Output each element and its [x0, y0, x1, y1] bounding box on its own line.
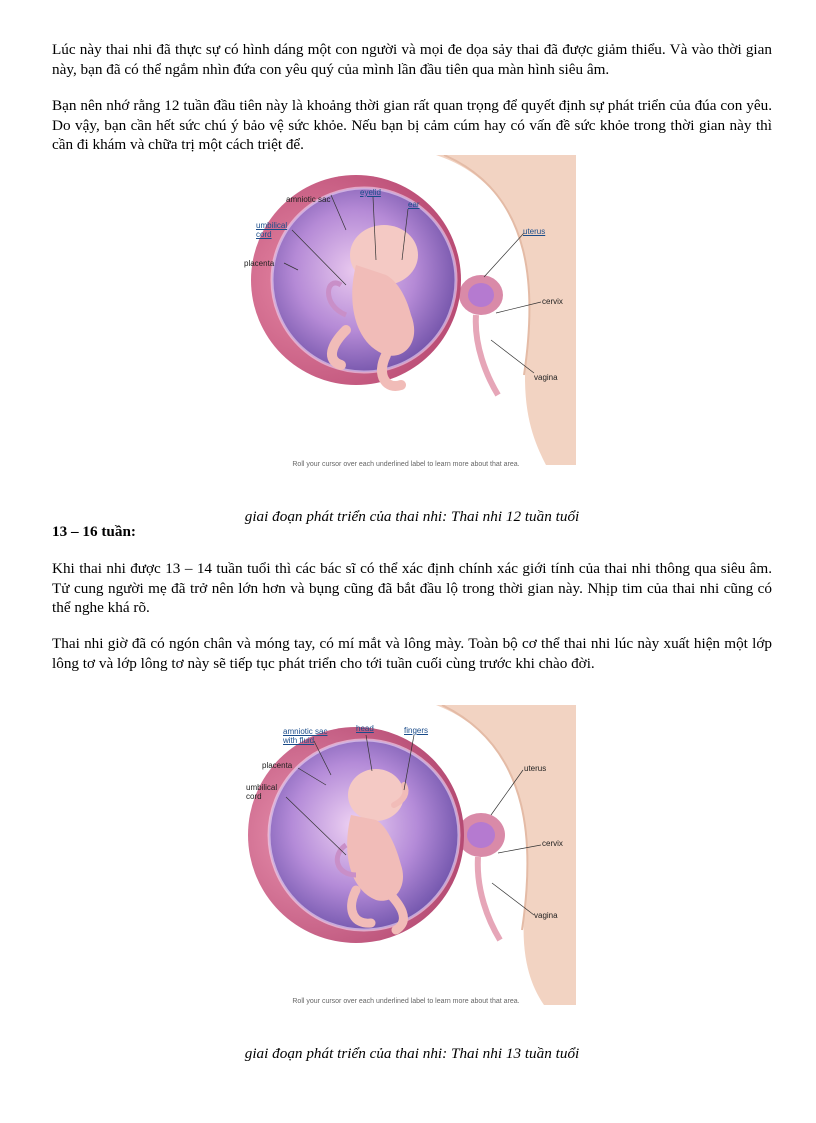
- label-vagina: vagina: [534, 911, 558, 920]
- paragraph-1: Lúc này thai nhi đã thực sự có hình dáng một con người và mọi đe dọa sảy thai đã được giảm thiểu. Và vào thời gian này, bạn đã có thể ngắm nhìn đứa con yêu quý của mình lần đầu tiên qua màn hình siêu âm.: [52, 41, 772, 78]
- label-uterus: uterus: [524, 764, 547, 773]
- label-uterus[interactable]: uterus: [523, 227, 546, 236]
- fetus-13-weeks-illustration: [236, 705, 576, 1005]
- label-placenta: placenta: [244, 259, 275, 268]
- paragraph-4: Thai nhi giờ đã có ngón chân và móng tay, có mí mắt và lông mày. Toàn bộ cơ thể thai nhi lúc này xuất hiện một lớp lông tơ và lớp lông tơ này sẽ tiếp tục phát triển cho tới tuần cuối cùng trước khi chào đời.: [52, 635, 772, 672]
- label-ear[interactable]: ear: [408, 200, 420, 209]
- figure-caption-12-weeks: giai đoạn phát triển của thai nhi: Thai nhi 12 tuần tuổi: [244, 508, 580, 525]
- label-placenta: placenta: [262, 761, 293, 770]
- label-amniotic-sac-with-fluid[interactable]: amniotic sac with fluid: [283, 727, 328, 745]
- label-vagina: vagina: [534, 373, 558, 382]
- label-eyelid[interactable]: eyelid: [360, 188, 381, 197]
- figure-caption-13-weeks: giai đoạn phát triển của thai nhi: Thai nhi 13 tuần tuổi: [244, 1045, 580, 1062]
- paragraph-3: Khi thai nhi được 13 – 14 tuần tuổi thì các bác sĩ có thể xác định chính xác giới tính của thai nhi thông qua siêu âm. Tử cung người mẹ đã trở nên lớn hơn và bụng cũng đã bắt đầu lộ trong thời gian này. Nhịp tim của thai nhi cũng có thể nghe khá rõ.: [52, 560, 772, 616]
- section-heading: 13 – 16 tuần:: [52, 523, 136, 540]
- figure-note: Roll your cursor over each underlined label to learn more about that area.: [292, 998, 520, 1005]
- label-fingers[interactable]: fingers: [404, 726, 429, 735]
- label-umbilical-cord[interactable]: umbilical cord: [256, 221, 288, 239]
- label-umbilical-cord: umbilical cord: [246, 783, 278, 801]
- paragraph-2: Bạn nên nhớ rằng 12 tuần đầu tiên này là khoảng thời gian rất quan trọng để quyết định sự phát triển của đúa con yêu. Do vậy, bạn cần hết sức chú ý bảo vệ sức khỏe. Nếu bạn bị cảm cúm hay có vấn đề sức khỏe trong thời gian này thì cần đi khám và chữa trị một cách triệt để.: [52, 97, 772, 153]
- label-amniotic-sac: amniotic sac: [286, 195, 331, 204]
- figure-12-weeks: [236, 155, 576, 468]
- label-head[interactable]: head: [356, 724, 374, 733]
- figure-13-weeks: [236, 705, 576, 1015]
- label-cervix: cervix: [542, 839, 563, 848]
- label-cervix: cervix: [542, 297, 563, 306]
- figure-note: Roll your cursor over each underlined label to learn more about that area.: [292, 461, 520, 468]
